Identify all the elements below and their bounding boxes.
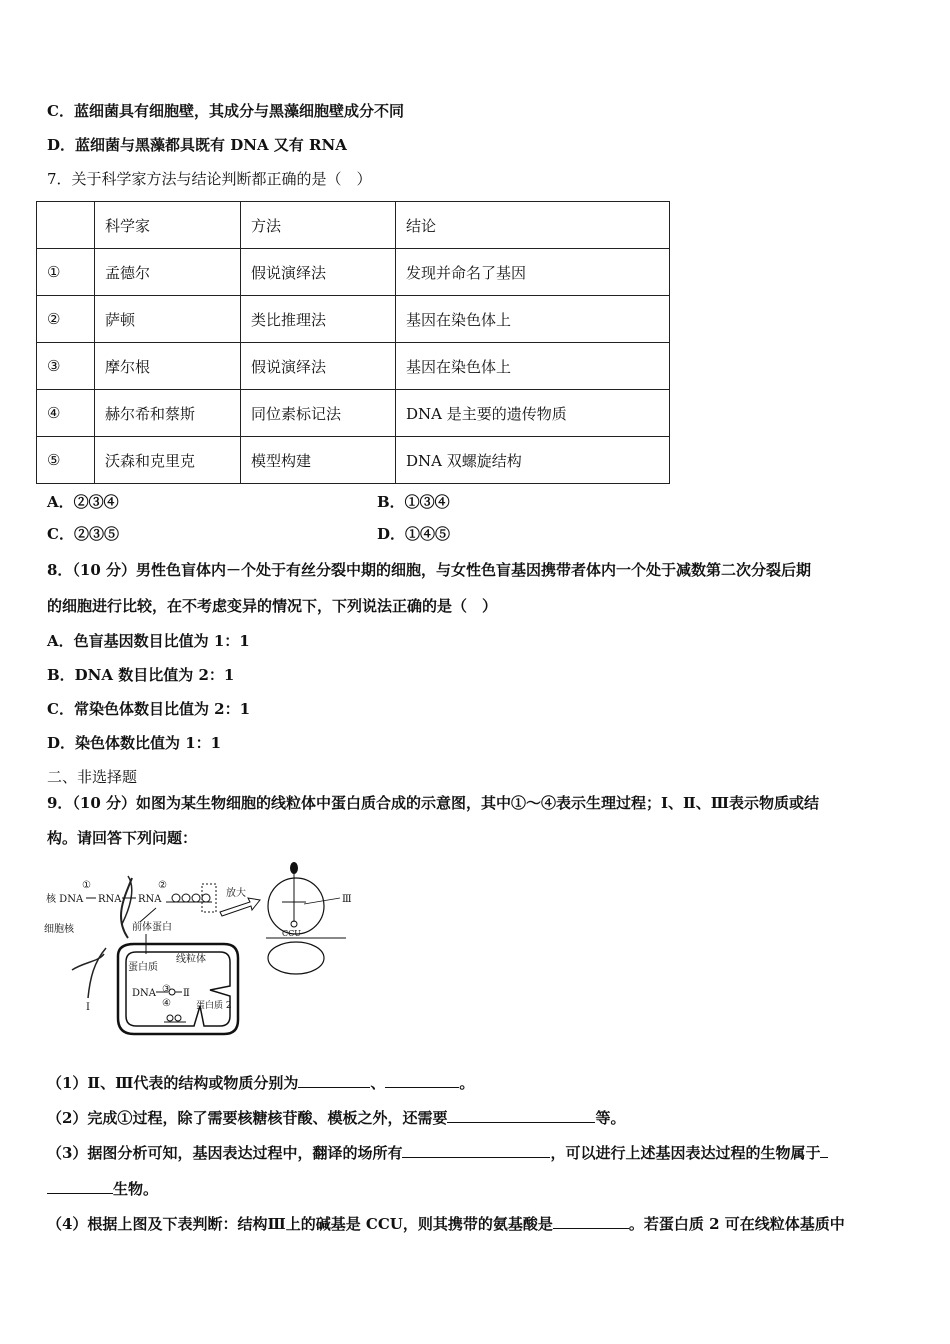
table-cell: ①	[37, 249, 95, 296]
q9-stem-line2: 构。请回答下列问题：	[47, 829, 198, 847]
mito-dna-label: DNA	[132, 988, 156, 999]
table-cell: 基因在染色体上	[396, 296, 670, 343]
table-row	[37, 390, 670, 437]
mito-ribosome	[167, 1015, 173, 1021]
nuclear-dna-label: 核 DNA	[46, 894, 84, 905]
protein-2-label: 蛋白质 2	[196, 1001, 232, 1011]
table-row	[37, 296, 670, 343]
q9-part-1-separator: 、	[370, 1074, 386, 1092]
table-cell: 摩尔根	[95, 343, 241, 390]
table-cell: 假说演绎法	[241, 343, 396, 390]
q7-option-b: B．①③④	[377, 493, 450, 511]
table-cell: DNA 是主要的遗传物质	[396, 390, 670, 437]
arrow-to-precursor	[140, 908, 156, 922]
table-row	[37, 437, 670, 484]
enlarge-label: 放大	[226, 888, 246, 899]
trna-structure	[282, 892, 306, 922]
mito-ribosome	[175, 1015, 181, 1021]
q9-part-1-end: 。	[459, 1074, 475, 1092]
q9-part-3	[47, 1141, 828, 1163]
roman-iii-label: Ⅲ	[342, 894, 352, 905]
table-cell: 基因在染色体上	[396, 343, 670, 390]
table-cell: 模型构建	[241, 437, 396, 484]
q7-table	[36, 201, 670, 484]
q6-option-c: C．蓝细菌具有细胞壁，其成分与黑藻细胞壁成分不同	[47, 102, 404, 120]
table-cell: ⑤	[37, 437, 95, 484]
q9-part-3-text: （3）据图分析可知，基因表达过程中，翻译的场所有	[47, 1144, 403, 1162]
table-header-cell: 科学家	[95, 202, 241, 249]
q9-part-3-text-2: ，可以进行上述基因表达过程的生物属于	[550, 1144, 821, 1162]
table-row	[37, 343, 670, 390]
q9-part-1-text: （1）Ⅱ、Ⅲ代表的结构或物质分别为	[47, 1074, 299, 1092]
table-cell: 孟德尔	[95, 249, 241, 296]
table-header-row	[37, 202, 670, 249]
q8-option-a: A．色盲基因数目比值为 1：1	[47, 632, 250, 650]
table-cell: 假说演绎法	[241, 249, 396, 296]
roman-i-label: Ⅰ	[86, 1002, 90, 1013]
table-cell: 赫尔希和蔡斯	[95, 390, 241, 437]
circle-label-4: ④	[162, 998, 171, 1009]
table-header-cell: 方法	[241, 202, 396, 249]
table-cell: 沃森和克里克	[95, 437, 241, 484]
precursor-protein-label: 前体蛋白	[132, 922, 172, 933]
ribosome	[172, 894, 180, 902]
mitochondria-protein-synthesis-diagram	[44, 858, 364, 1036]
q9-part-2	[47, 1106, 625, 1128]
q9-part-3-continued	[47, 1177, 158, 1199]
table-cell: 同位素标记法	[241, 390, 396, 437]
circle-label-2: ②	[158, 880, 167, 891]
nucleus-label: 细胞核	[44, 924, 74, 935]
q9-part-1	[47, 1071, 474, 1093]
q9-part-2-end: 等。	[595, 1109, 626, 1127]
table-header-cell	[37, 202, 95, 249]
table-cell: ②	[37, 296, 95, 343]
q7-option-a: A．②③④	[47, 493, 119, 511]
table-cell: 发现并命名了基因	[396, 249, 670, 296]
q8-stem-line2: 的细胞进行比较，在不考虑变异的情况下，下列说法正确的是（ ）	[47, 597, 498, 615]
q8-stem-line1: 8．（10 分）男性色盲体内－个处于有丝分裂中期的细胞，与女性色盲基因携带者体内一个处于减数第二次分裂后期	[47, 561, 812, 579]
q9-stem-line1: 9．（10 分）如图为某生物细胞的线粒体中蛋白质合成的示意图，其中①～④表示生理过程；Ⅰ、Ⅱ、Ⅲ表示物质或结	[47, 794, 819, 812]
answer-blank[interactable]	[553, 1212, 629, 1229]
table-cell: DNA 双螺旋结构	[396, 437, 670, 484]
table-cell: ③	[37, 343, 95, 390]
answer-blank[interactable]	[447, 1106, 595, 1123]
ccu-label: CCU	[282, 929, 301, 938]
mitochondrion-label: 线粒体	[176, 954, 206, 965]
enlarge-arrow-icon	[220, 898, 260, 916]
ribosome-small-subunit	[268, 942, 324, 974]
pointer-iii	[304, 898, 340, 904]
table-cell: 萨顿	[95, 296, 241, 343]
q8-option-d: D．染色体数比值为 1：1	[47, 734, 222, 752]
ribosome	[192, 894, 200, 902]
answer-blank[interactable]	[820, 1141, 828, 1158]
q9-part-3-end: 生物。	[113, 1180, 159, 1198]
q7-stem: 7．关于科学家方法与结论判断都正确的是（ ）	[47, 170, 372, 188]
q6-option-d: D．蓝细菌与黑藻都具既有 DNA 又有 RNA	[47, 136, 347, 154]
q8-option-b: B．DNA 数目比值为 2：1	[47, 666, 235, 684]
amino-acid	[290, 862, 298, 874]
q9-part-4	[47, 1212, 845, 1234]
ribosome	[182, 894, 190, 902]
q8-option-c: C．常染色体数目比值为 2：1	[47, 700, 251, 718]
enlarge-selection-box	[202, 884, 216, 912]
answer-blank[interactable]	[402, 1141, 550, 1158]
table-cell: 类比推理法	[241, 296, 396, 343]
answer-blank[interactable]	[385, 1071, 459, 1088]
section-heading: 二、非选择题	[47, 768, 138, 786]
q7-option-c: C．②③⑤	[47, 525, 119, 543]
table-cell: ④	[37, 390, 95, 437]
ribosome	[202, 894, 210, 902]
q7-option-d: D．①④⑤	[377, 525, 451, 543]
answer-blank[interactable]	[298, 1071, 370, 1088]
answer-blank[interactable]	[47, 1177, 113, 1194]
roman-ii-label: Ⅱ	[183, 988, 190, 999]
table-row	[37, 249, 670, 296]
rna-label-1: RNA	[98, 894, 122, 905]
circle-label-3: ③	[162, 984, 171, 995]
q9-part-4-text: （4）根据上图及下表判断：结构Ⅲ上的碱基是 CCU，则其携带的氨基酸是	[47, 1215, 553, 1233]
table-header-cell: 结论	[396, 202, 670, 249]
q9-part-2-text: （2）完成①过程，除了需要核糖核苷酸、模板之外，还需要	[47, 1109, 448, 1127]
circle-label-1: ①	[82, 880, 91, 891]
nuclear-membrane-upper	[121, 878, 132, 938]
q9-part-4-text-2: 。若蛋白质 2 可在线粒体基质中	[628, 1215, 845, 1233]
protein-label: 蛋白质	[128, 962, 158, 973]
rna-label-2: RNA	[138, 894, 162, 905]
